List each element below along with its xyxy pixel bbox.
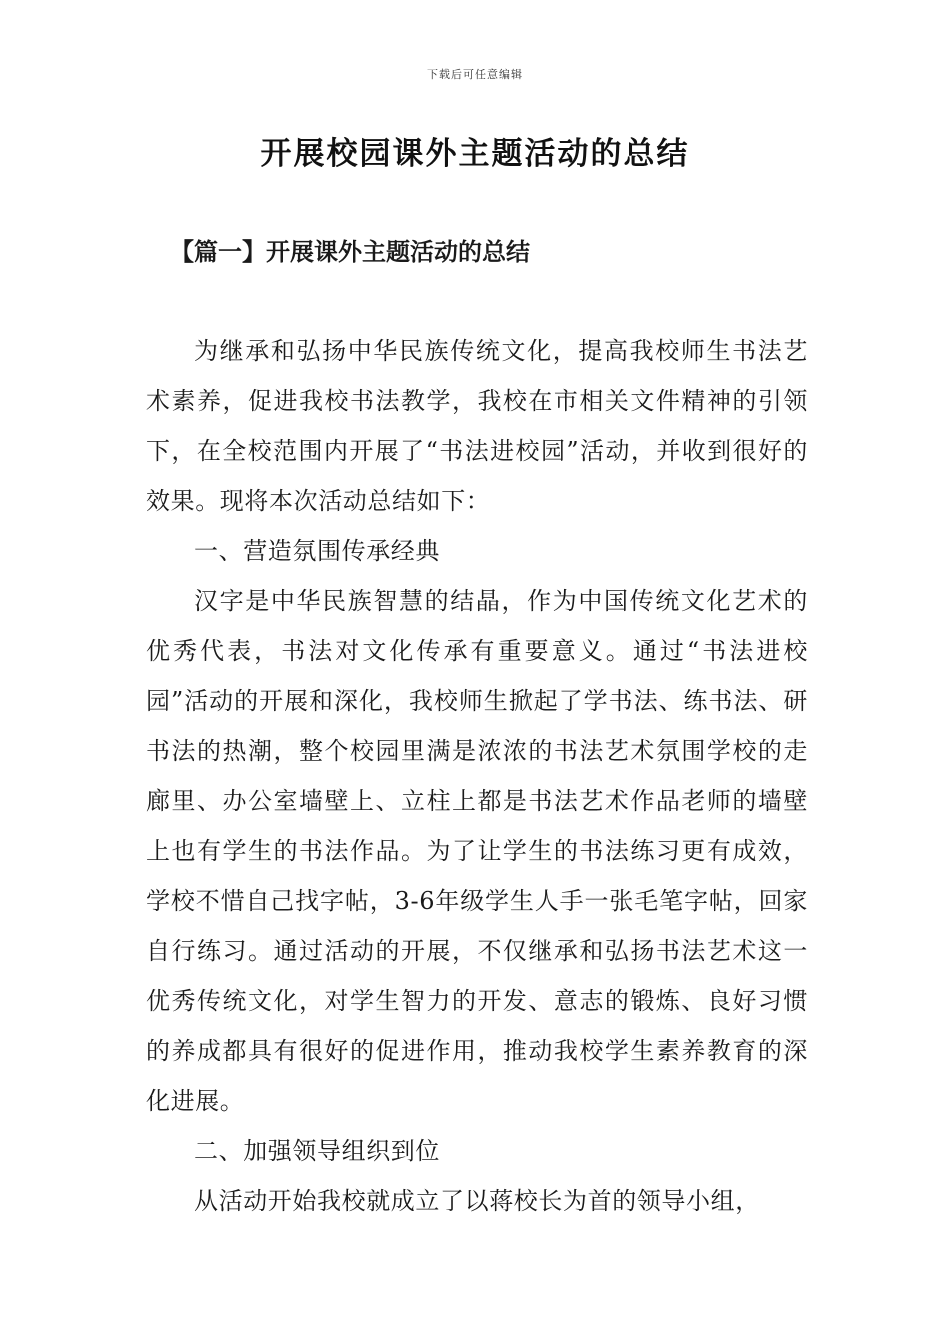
document-body [146, 326, 808, 1226]
header-note: 下载后可任意编辑 [427, 68, 523, 81]
section-heading: 【篇一】开展课外主题活动的总结 [170, 237, 530, 266]
subheading-two: 二、加强领导组织到位 [194, 1137, 440, 1165]
paragraph-section-one: 汉字是中华民族智慧的结晶，作为中国传统文化艺术的优秀代表，书法对文化传承有重要意义。通过“书法进校园”活动的开展和深化，我校师生掀起了学书法、练书法、研书法的热潮，整个校园里满是浓浓的书法艺术氛围学校的走廊里、办公室墙壁上、立柱上都是书法艺术作品老师的墙壁上也有学生的书法作品。为了让学生的书法练习更有成效，学校不惜自己找字帖，3-6年级学生人手一张毛笔字帖，回家自行练习。通过活动的开展，不仅继承和弘扬书法艺术这一优秀传统文化，对学生智力的开发、意志的锻炼、良好习惯的养成都具有很好的促进作用，推动我校学生素养教育的深化进展。 [146, 587, 808, 1115]
paragraph-intro: 为继承和弘扬中华民族传统文化，提高我校师生书法艺术素养，促进我校书法教学，我校在市相关文件精神的引领下，在全校范围内开展了“书法进校园”活动，并收到很好的效果。现将本次活动总结如下： [146, 337, 808, 515]
paragraph-section-two: 从活动开始我校就成立了以蒋校长为首的领导小组， [194, 1187, 760, 1215]
document-title: 开展校园课外主题活动的总结 [260, 136, 690, 172]
subheading-one: 一、营造氛围传承经典 [194, 537, 440, 565]
